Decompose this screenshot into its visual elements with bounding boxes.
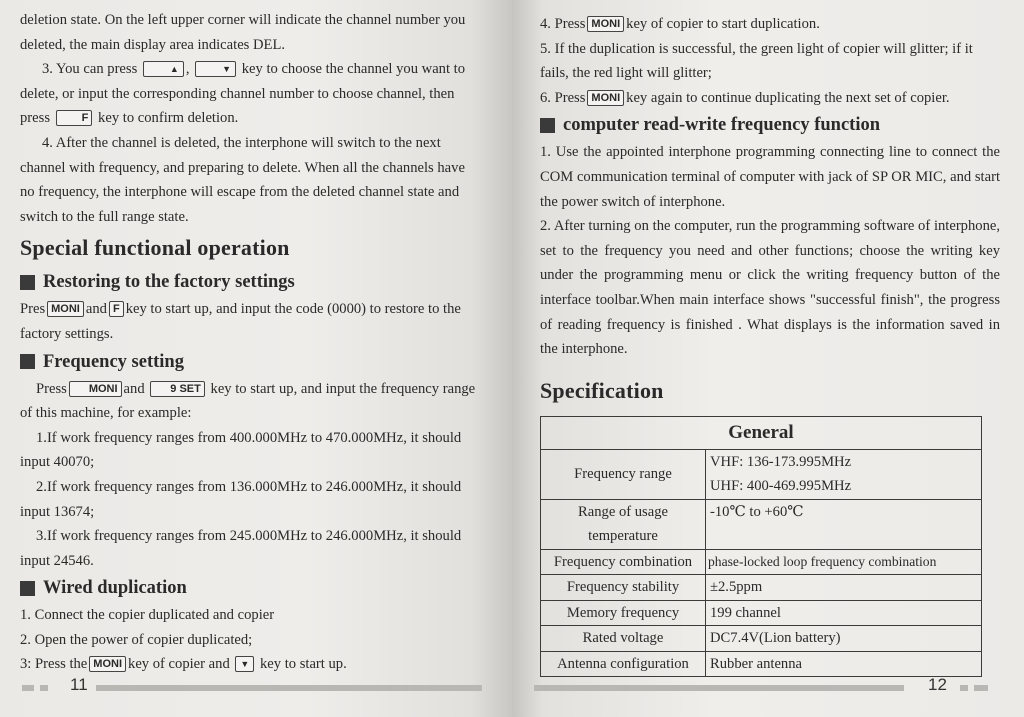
heading-restoring-factory <box>20 269 482 295</box>
right-page <box>512 0 1024 717</box>
spec-table <box>540 416 982 678</box>
paragraph-deletion-state: deletion state. On the left upper corner will indicate the channel number you deleted, the main display area indicates DEL. <box>20 12 466 53</box>
text: and <box>123 380 145 397</box>
footer-dash <box>896 685 904 691</box>
spec-label-antenna: Antenna configuration <box>541 651 706 677</box>
paragraph-step-6 <box>540 86 1000 111</box>
paragraph-step-4 <box>540 12 1000 37</box>
moni-key-icon: MONI <box>47 301 84 317</box>
spec-label-frequency-stability: Frequency stability <box>541 575 706 601</box>
spec-value-rated-voltage: DC7.4V(Lion battery) <box>706 626 982 652</box>
paragraph-restore <box>20 297 482 346</box>
footer-dash <box>22 685 34 691</box>
moni-key-icon: MONI <box>89 656 126 672</box>
heading-special-functional-operation: Special functional operation <box>20 235 290 261</box>
text: key of copier to start duplication. <box>626 16 820 32</box>
heading-text: Restoring to the factory settings <box>43 272 295 293</box>
moni-key-icon: MONI <box>69 381 122 397</box>
text: key again to continue duplicating the next set of copier. <box>626 89 950 106</box>
page-number-left: 11 <box>70 675 88 694</box>
heading-specification: Specification <box>540 377 664 403</box>
down-key-icon: ▼ <box>195 61 236 77</box>
spec-value-temperature: -10℃ to +60℃ <box>706 499 982 549</box>
spec-label-memory-frequency: Memory frequency <box>541 600 706 626</box>
spec-label-temperature: Range of usage temperature <box>541 499 706 549</box>
text: key to start up. <box>259 656 347 673</box>
paragraph-frequency-example-1: 1.If work frequency ranges from 400.000MHz to 470.000MHz, it should input 40070; <box>20 429 462 471</box>
spec-label-frequency-combination: Frequency combination <box>541 549 706 575</box>
spec-value-vhf: VHF: 136-173.995MHz <box>710 453 852 470</box>
paragraph-after-delete: 4. After the channel is deleted, the interphone will switch to the next channel with frequency, and preparing to delete. When all the channels have no frequency, the interphone will escape from the deleted channel state and switch to the full range state. <box>20 134 465 225</box>
heading-text: computer read-write frequency function <box>563 115 881 136</box>
paragraph-frequency-example-2: 2.If work frequency ranges from 136.000MHz to 246.000MHz, it should input 13674; <box>20 478 462 520</box>
text: key to start up, and input the frequency range of this machine, for example: <box>20 380 476 422</box>
spec-value-memory-frequency: 199 channel <box>706 600 982 626</box>
heading-wired-duplication <box>20 575 482 601</box>
paragraph-step-5: 5. If the duplication is successful, the green light of copier will glitter; if it fails, the red light will glitter; <box>540 40 973 82</box>
spec-table-header: General <box>541 416 982 449</box>
paragraph-wired-3 <box>20 652 482 677</box>
spec-value-frequency-range <box>706 449 982 499</box>
9-set-key-icon: 9 SET <box>150 381 205 397</box>
heading-frequency-setting <box>20 349 482 375</box>
moni-key-icon: MONI <box>587 16 624 32</box>
spec-value-frequency-stability: ±2.5ppm <box>706 575 982 601</box>
text: 6. Press <box>540 89 586 106</box>
spec-label-frequency-range: Frequency range <box>541 449 706 499</box>
spec-label-rated-voltage: Rated voltage <box>541 626 706 652</box>
down-key-icon: ▼ <box>235 656 254 672</box>
table-row <box>541 499 982 549</box>
paragraph-frequency-example-3: 3.If work frequency ranges from 245.000MHz to 246.000MHz, it should input 24546. <box>20 528 462 569</box>
page-number-right: 12 <box>928 675 947 694</box>
bullet-square-icon <box>20 275 35 290</box>
table-row <box>541 626 982 652</box>
text: 3. You can press <box>42 61 138 78</box>
table-row <box>541 549 982 575</box>
heading-text: Wired duplication <box>43 578 187 599</box>
f-key-icon: F <box>56 110 93 126</box>
table-row <box>541 651 982 677</box>
table-row <box>541 575 982 601</box>
up-key-icon: ▲ <box>143 61 184 77</box>
bullet-square-icon <box>20 581 35 596</box>
heading-computer-read-write <box>540 112 1000 138</box>
text: Press <box>36 380 67 397</box>
table-row <box>541 600 982 626</box>
footer-dash <box>960 685 968 691</box>
footer-dash <box>40 685 48 691</box>
paragraph-crw-1: 1. Use the appointed interphone programming connecting line to connect the COM communication terminal of computer with jack of SP OR MIC, and start the power switch of interphone. <box>540 144 1000 210</box>
paragraph-frequency <box>20 377 482 426</box>
spec-table-header-row <box>541 416 982 449</box>
moni-key-icon: MONI <box>587 90 624 106</box>
f-key-icon: F <box>109 301 124 317</box>
text: key to start up, and input the code (0000) to restore to the factory settings. <box>20 301 461 342</box>
paragraph-choose-channel <box>20 57 482 131</box>
text: 4. Press <box>540 16 586 32</box>
paragraph-wired-2: 2. Open the power of copier duplicated; <box>20 631 253 648</box>
table-row <box>541 449 982 499</box>
footer-dash <box>974 685 988 691</box>
text: Pres <box>20 301 46 318</box>
bullet-square-icon <box>540 118 555 133</box>
heading-text: Frequency setting <box>43 351 184 372</box>
text: key to choose the channel you want to delete, or input the corresponding channel number to choose channel, then press <box>20 61 466 127</box>
footer-bar <box>534 685 900 691</box>
text: key to confirm deletion. <box>98 110 239 127</box>
text: 3: Press the <box>20 656 88 673</box>
footer-bar <box>96 685 482 691</box>
spec-value-uhf: UHF: 400-469.995MHz <box>710 478 852 495</box>
paragraph-wired-1: 1. Connect the copier duplicated and copier <box>20 607 275 624</box>
paragraph-crw-2: 2. After turning on the computer, run the programming software of interphone, set to the frequency you need and other functions; choose the writing key under the programming menu or click the writing frequency button of the interface toolbar.When main interface shows "successful finish", the progress of reading frequency is finished . What displays is the information saved in the interphone. <box>540 218 1000 358</box>
text: key of copier and <box>128 656 230 673</box>
text: , <box>185 61 190 78</box>
spec-value-frequency-combination: phase-locked loop frequency combination <box>706 549 982 575</box>
text: and <box>85 301 107 318</box>
bullet-square-icon <box>20 354 35 369</box>
spec-value-antenna: Rubber antenna <box>706 651 982 677</box>
